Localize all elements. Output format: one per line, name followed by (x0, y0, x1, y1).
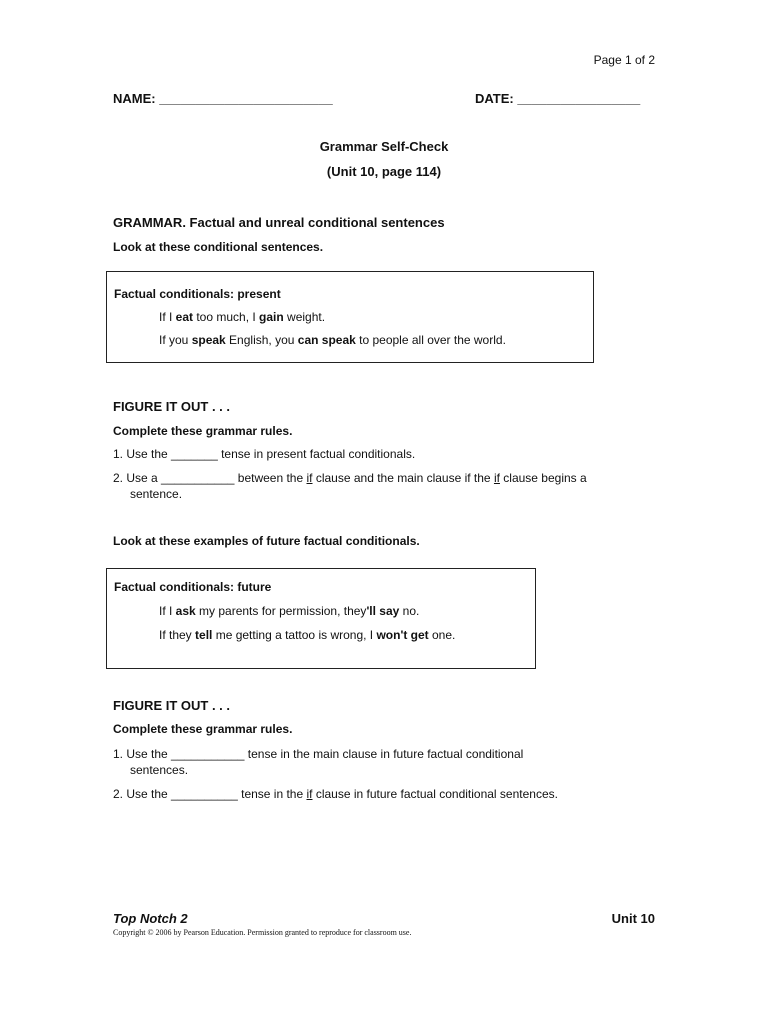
example-sentence (159, 310, 325, 324)
box-title: Factual conditionals: future (114, 580, 272, 594)
grammar-heading: GRAMMAR. Factual and unreal conditional sentences (113, 215, 445, 230)
name-field: NAME: ________________________ (113, 91, 333, 106)
grammar-rule (113, 470, 658, 502)
text: me getting a tattoo is wrong, I (212, 628, 377, 642)
page-subtitle: (Unit 10, page 114) (326, 164, 442, 179)
grammar-rule: 1. Use the _______ tense in present factual conditionals. (113, 447, 416, 461)
grammar-rule (113, 746, 658, 778)
text: clause begins a (499, 471, 587, 485)
date-field: DATE: _________________ (475, 91, 641, 106)
text: 2. Use the __________ tense in the (113, 787, 307, 801)
verb: won't get (376, 628, 429, 642)
text: no. (399, 604, 420, 618)
text: sentences. (130, 763, 189, 777)
text: sentence. (130, 487, 183, 501)
grammar-instruction: Look at these conditional sentences. (113, 240, 324, 254)
figure-instruction: Complete these grammar rules. (113, 424, 293, 438)
unit-label: Unit 10 (611, 911, 655, 926)
verb: eat (175, 310, 194, 324)
text: If they (159, 628, 196, 642)
page-number: Page 1 of 2 (593, 53, 655, 67)
text: my parents for permission, they (195, 604, 367, 618)
if-word: if (493, 471, 500, 485)
figure-it-out-heading: FIGURE IT OUT . . . (113, 698, 230, 713)
figure-it-out-heading: FIGURE IT OUT . . . (113, 399, 230, 414)
text: If I (159, 310, 176, 324)
verb: 'll say (366, 604, 400, 618)
future-intro: Look at these examples of future factual conditionals. (113, 534, 420, 548)
box-title: Factual conditionals: present (114, 287, 281, 301)
text: English, you (225, 333, 298, 347)
verb: tell (195, 628, 213, 642)
if-word: if (306, 787, 313, 801)
verb: speak (191, 333, 226, 347)
figure-instruction: Complete these grammar rules. (113, 722, 293, 736)
text: one. (428, 628, 456, 642)
example-sentence (159, 333, 506, 347)
book-title: Top Notch 2 (113, 911, 188, 926)
text: 1. Use the ___________ tense in the main clause in future factual conditional (113, 747, 524, 761)
text: too much, I (193, 310, 260, 324)
text: If I (159, 604, 176, 618)
text: clause and the main clause if the (312, 471, 494, 485)
verb: gain (259, 310, 284, 324)
text: to people all over the world. (355, 333, 506, 347)
text: clause in future factual conditional sentences. (312, 787, 558, 801)
present-conditionals-box (106, 271, 594, 363)
example-sentence (159, 628, 455, 642)
copyright-notice: Copyright © 2006 by Pearson Education. Permission granted to reproduce for classroom use. (113, 928, 412, 937)
verb: ask (175, 604, 196, 618)
verb: can speak (297, 333, 356, 347)
text: 2. Use a ___________ between the (113, 471, 307, 485)
future-conditionals-box (106, 568, 536, 669)
example-sentence (159, 604, 419, 618)
if-word: if (306, 471, 313, 485)
grammar-rule (113, 786, 658, 802)
page-title: Grammar Self-Check (319, 139, 449, 154)
text: weight. (283, 310, 326, 324)
text: If you (159, 333, 192, 347)
